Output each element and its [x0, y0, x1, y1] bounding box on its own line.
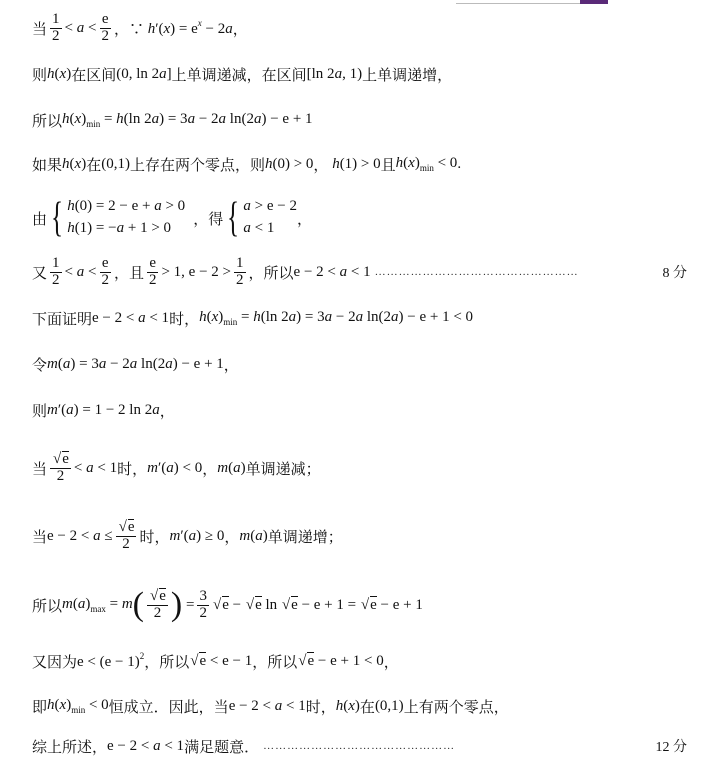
top-accent-bar	[580, 0, 608, 4]
text: ，	[223, 357, 239, 374]
text: ，所以	[252, 654, 298, 671]
text: 下面证明	[32, 311, 93, 328]
text: 且	[380, 157, 396, 174]
line-9: 则 m′(a) = 1 − 2 ln 2a ，	[32, 401, 175, 420]
text: ，且	[113, 265, 144, 282]
line-13: 又因为 $e < (e - 1)^2$ ，所以 √ e < e − 1 ，所以 √ e − e + 1 < 0 ，	[32, 646, 687, 676]
fraction: $\frac{e}{2}$	[101, 10, 109, 44]
text: ，	[224, 529, 240, 546]
text: 则	[32, 67, 48, 84]
text: ，	[383, 654, 399, 671]
fraction: √ $\frac{e}{2}$	[147, 588, 168, 622]
line-10: 当 √ $\frac{e}{2}$ < a < 1 时， m′(a) < 0 ， m(a) 单调递减；	[32, 444, 687, 492]
text: 所以	[32, 113, 63, 130]
line-3: 所以 $h(x)_{min} = h(\ln$ 2a) = 3a − 2a ln(2a) − e + 1	[32, 111, 313, 130]
score-label: 12 分	[655, 740, 687, 755]
text: 在	[86, 157, 102, 174]
fraction: $\frac{1}{2}$	[52, 10, 60, 44]
text: 时，	[169, 311, 200, 328]
leader-dots: ……………………………………………	[374, 266, 579, 278]
line-15: 综上所述， e − 2 < a < 1 满足题意． ………………………………………… 12 分	[32, 737, 687, 756]
text: ，	[159, 403, 175, 420]
text: 上存在两个零点，则	[129, 157, 265, 174]
fraction: $\frac{1}{2}$	[236, 254, 244, 288]
text: 即	[32, 699, 48, 716]
line-1: 当 $\frac{1}{2}$ < a < $\frac{e}{2}$ ，∵ $h'(x) = e^x - 2a$ ，	[32, 10, 248, 44]
text: 当	[32, 21, 48, 38]
line-6: 又 $\frac{1}{2}$ < a < $\frac{e}{2}$ ，且 $\frac{e}{2}$ > 1, e − 2 > $\frac{1}{2}$ ，所以 e − 2 < a < 1 …………………………………………… 8 分	[32, 254, 687, 288]
text: 在	[359, 699, 375, 716]
equation-system: { h(0) = 2 − e + a > 0 h(1) = −a + 1 > 0	[51, 195, 186, 241]
text: ，得	[193, 211, 224, 228]
fraction: √ $\frac{e}{2}$	[50, 451, 71, 485]
equation-system: { a > e − 2 a < 1	[227, 195, 297, 241]
line-11: 当 e − 2 < a ≤ √ $\frac{e}{2}$ 时， m′(a) ≥ 0 ， m(a) 单调递增；	[32, 512, 687, 560]
text: 如果	[32, 157, 63, 174]
text: .	[457, 155, 462, 172]
text: 时，	[139, 529, 170, 546]
line-4: 如果 h(x) 在 (0,1) 上存在两个零点，则 h(0) > 0 ， h(1) > 0 且 $h(x)_{min} < 0$ .	[32, 155, 462, 174]
text: ，所以	[248, 265, 294, 282]
fraction: √ $\frac{e}{2}$	[116, 519, 137, 553]
text: 则	[32, 403, 48, 420]
text: 上单调递增，	[362, 67, 453, 84]
text: 当	[32, 461, 48, 478]
text: ，	[313, 157, 329, 174]
fraction: $\frac{3}{2}$	[199, 587, 207, 621]
line-8: 令 m(a) = 3a − 2a ln(2a) − e + 1 ，	[32, 355, 239, 374]
text: 综上所述，	[32, 739, 108, 756]
line-5	[32, 190, 687, 246]
text: ，∵	[113, 21, 144, 38]
text: ，	[296, 211, 312, 228]
text: 由	[32, 211, 48, 228]
line-2: 则 h(x) 在区间 (0, ln 2a] 上单调递减，在区间 [ln 2a, 1) 上单调递增，	[32, 65, 453, 84]
text: ，	[202, 461, 218, 478]
fraction: $\frac{e}{2}$	[101, 254, 109, 288]
text: 上有两个零点，	[403, 699, 509, 716]
text: 当	[32, 529, 48, 546]
text: 在区间	[71, 67, 117, 84]
line-12: 所以 $m(a)_{max} = m$ ( √ $\frac{e}{2}$ ) = $\frac{3}{2}$ √ e − √ e ln √ e − e + 1 = √ e − e + 1	[32, 580, 687, 630]
fraction: $\frac{1}{2}$	[52, 254, 60, 288]
text: 所以	[32, 598, 63, 615]
line-14: 即 $h(x)_{min} < 0$ 恒成立．因此，当 e − 2 < a < 1 时， h(x) 在 (0,1) 上有两个零点，	[32, 697, 509, 716]
score-label: 8 分	[662, 266, 687, 281]
text: 单调递增；	[267, 529, 343, 546]
leader-dots: …………………………………………	[263, 740, 456, 752]
text: 上单调递减，在区间	[171, 67, 307, 84]
text: 单调递减；	[245, 461, 321, 478]
text: 时，	[117, 461, 148, 478]
text: 又	[32, 265, 48, 282]
text: 又因为	[32, 654, 78, 671]
line-7: 下面证明 e − 2 < a < 1 时， $h(x)_{min} = h(\ln$ 2a) = 3a − 2a ln(2a) − e + 1 < 0	[32, 309, 474, 328]
text: 恒成立．因此，当	[108, 699, 229, 716]
text: 令	[32, 357, 48, 374]
text: ，	[232, 21, 248, 38]
text: ，所以	[144, 654, 190, 671]
text: 满足题意．	[184, 739, 260, 756]
fraction: $\frac{e}{2}$	[148, 254, 157, 288]
text: 时，	[305, 699, 336, 716]
